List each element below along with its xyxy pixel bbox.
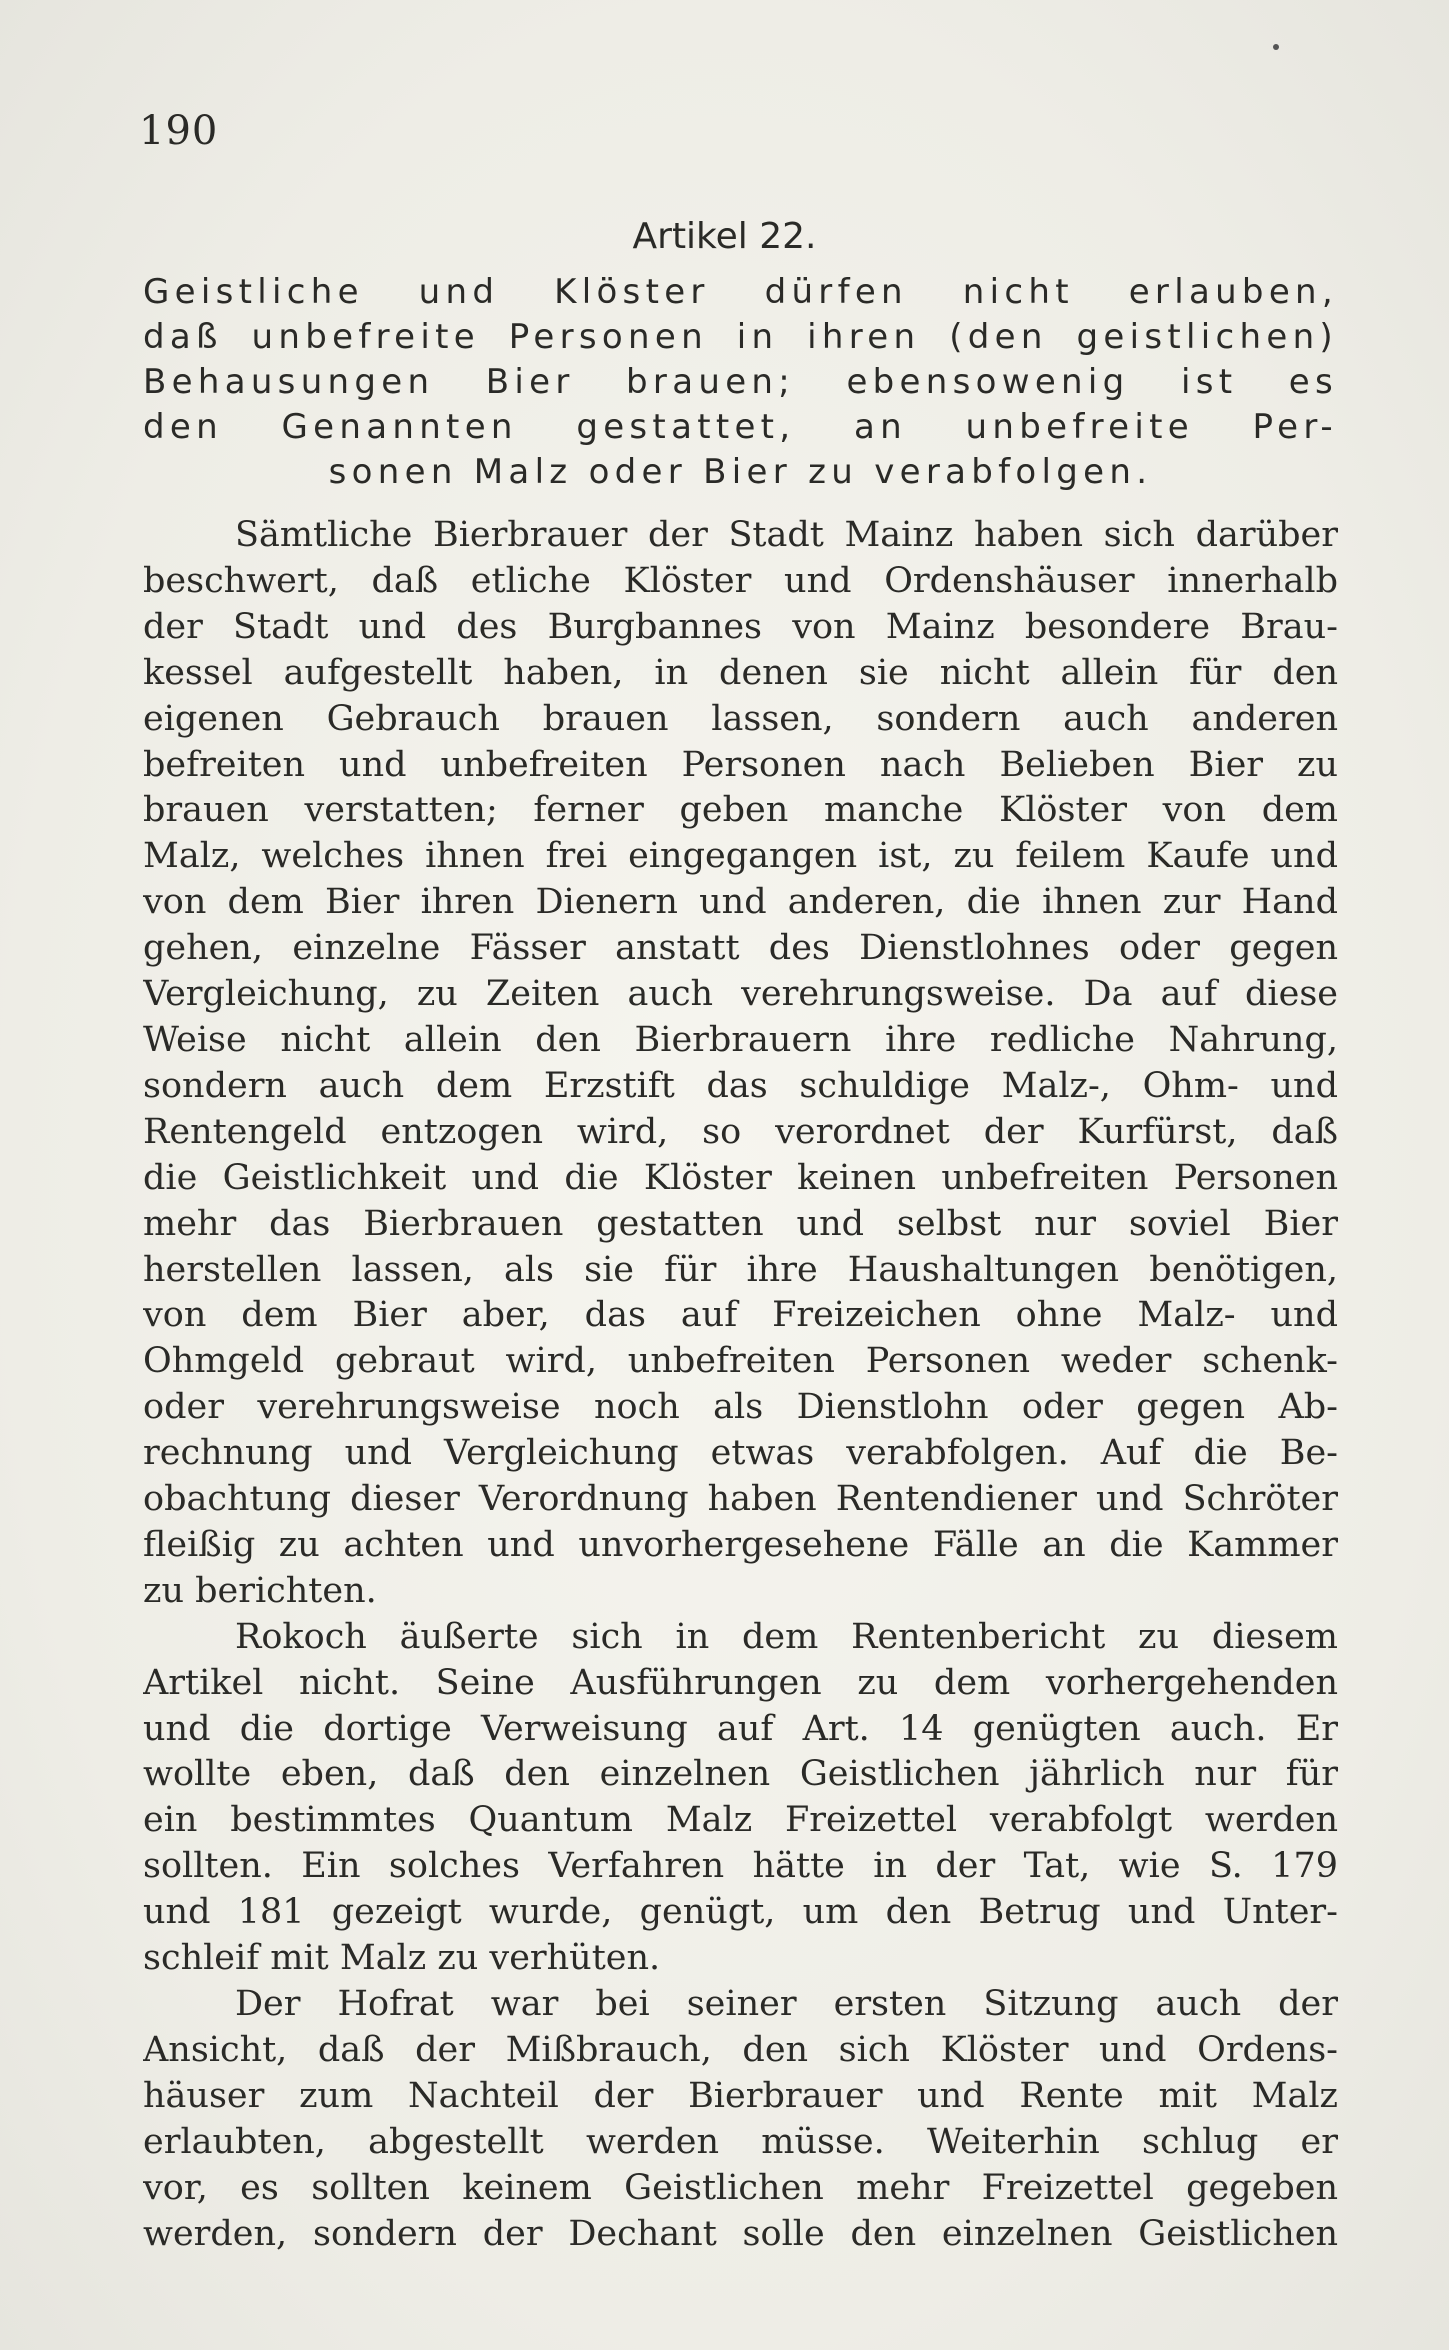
text-line: Weise nicht allein den Bierbrauern ihre redliche Nahrung, bbox=[143, 1019, 1338, 1060]
text-line: gehen, einzelne Fässer anstatt des Dienstlohnes oder gegen bbox=[143, 928, 1338, 969]
text-line: häuser zum Nachteil der Bierbrauer und Rente mit Malz bbox=[143, 2075, 1338, 2116]
paragraph bbox=[143, 1982, 1338, 2257]
text-line: Ansicht, daß der Mißbrauch, den sich Klöster und Ordens- bbox=[143, 2029, 1338, 2070]
ink-speck bbox=[1273, 44, 1279, 50]
paragraph bbox=[143, 513, 1338, 1615]
rule-line: sonen Malz oder Bier zu verabfolgen. bbox=[328, 452, 1153, 492]
text-line: zu berichten. bbox=[143, 1570, 377, 1611]
paragraph bbox=[143, 1615, 1338, 1982]
text-line: rechnung und Vergleichung etwas verabfolgen. Auf die Be- bbox=[143, 1433, 1338, 1474]
text-line: Malz, welches ihnen frei eingegangen ist, zu feilem Kaufe und bbox=[143, 836, 1338, 877]
text-line: beschwert, daß etliche Klöster und Ordenshäuser innerhalb bbox=[143, 560, 1338, 601]
text-line: Der Hofrat war bei seiner ersten Sitzung auch der bbox=[235, 1984, 1338, 2024]
text-line: eigenen Gebrauch brauen lassen, sondern auch anderen bbox=[143, 698, 1338, 739]
text-line: mehr das Bierbrauen gestatten und selbst nur soviel Bier bbox=[143, 1203, 1338, 1244]
text-line: oder verehrungsweise noch als Dienstlohn oder gegen Ab- bbox=[143, 1387, 1338, 1428]
text-line: erlaubten, abgestellt werden müsse. Weiterhin schlug er bbox=[143, 2121, 1338, 2162]
text-line: Ohmgeld gebraut wird, unbefreiten Personen weder schenk- bbox=[143, 1341, 1338, 1382]
text-line: Artikel nicht. Seine Ausführungen zu dem vorhergehenden bbox=[143, 1662, 1338, 1703]
text-line: kessel aufgestellt haben, in denen sie nicht allein für den bbox=[143, 652, 1338, 693]
text-line: Rentengeld entzogen wird, so verordnet der Kurfürst, daß bbox=[143, 1111, 1338, 1152]
text-line: obachtung dieser Verordnung haben Rentendiener und Schröter bbox=[143, 1479, 1338, 1520]
rule-line: daß unbefreite Personen in ihren (den geistlichen) bbox=[143, 317, 1338, 357]
text-line: Rokoch äußerte sich in dem Rentenbericht zu diesem bbox=[235, 1616, 1338, 1657]
text-line: werden, sondern der Dechant solle den einzelnen Geistlichen bbox=[143, 2213, 1338, 2254]
text-line: die Geistlichkeit und die Klöster keinen unbefreiten Personen bbox=[143, 1157, 1338, 1198]
rule-line: den Genannten gestattet, an unbefreite Per- bbox=[143, 407, 1338, 447]
text-line: und die dortige Verweisung auf Art. 14 genügten auch. Er bbox=[143, 1708, 1338, 1749]
text-line: der Stadt und des Burgbannes von Mainz besondere Brau- bbox=[143, 606, 1338, 647]
text-line: und 181 gezeigt wurde, genügt, um den Betrug und Unter- bbox=[143, 1892, 1338, 1933]
text-line: sondern auch dem Erzstift das schuldige Malz-, Ohm- und bbox=[143, 1065, 1338, 1106]
text-line: sollten. Ein solches Verfahren hätte in der Tat, wie S. 179 bbox=[143, 1846, 1338, 1887]
text-line: von dem Bier aber, das auf Freizeichen ohne Malz- und bbox=[143, 1295, 1338, 1336]
body-text bbox=[143, 513, 1338, 2257]
article-heading: Artikel 22. bbox=[632, 216, 817, 257]
text-line: ein bestimmtes Quantum Malz Freizettel verabfolgt werden bbox=[143, 1800, 1338, 1841]
text-line: schleif mit Malz zu verhüten. bbox=[143, 1938, 661, 1979]
rule-line: Geistliche und Klöster dürfen nicht erlauben, bbox=[143, 272, 1338, 312]
text-line: fleißig zu achten und unvorhergesehene Fälle an die Kammer bbox=[143, 1524, 1338, 1565]
rule-line: Behausungen Bier brauen; ebensowenig ist es bbox=[143, 362, 1338, 402]
text-line: von dem Bier ihren Dienern und anderen, die ihnen zur Hand bbox=[143, 882, 1338, 923]
text-line: vor, es sollten keinem Geistlichen mehr Freizettel gegeben bbox=[143, 2167, 1338, 2208]
text-line: Vergleichung, zu Zeiten auch verehrungsweise. Da auf diese bbox=[143, 974, 1338, 1015]
text-line: herstellen lassen, als sie für ihre Haushaltungen benötigen, bbox=[143, 1249, 1338, 1290]
text-line: befreiten und unbefreiten Personen nach Belieben Bier zu bbox=[143, 744, 1338, 785]
page-number: 190 bbox=[139, 108, 219, 154]
text-line: brauen verstatten; ferner geben manche Klöster von dem bbox=[143, 790, 1338, 831]
text-line: wollte eben, daß den einzelnen Geistlichen jährlich nur für bbox=[143, 1754, 1338, 1795]
text-line: Sämtliche Bierbrauer der Stadt Mainz haben sich darüber bbox=[235, 515, 1338, 555]
article-rule bbox=[143, 270, 1338, 495]
